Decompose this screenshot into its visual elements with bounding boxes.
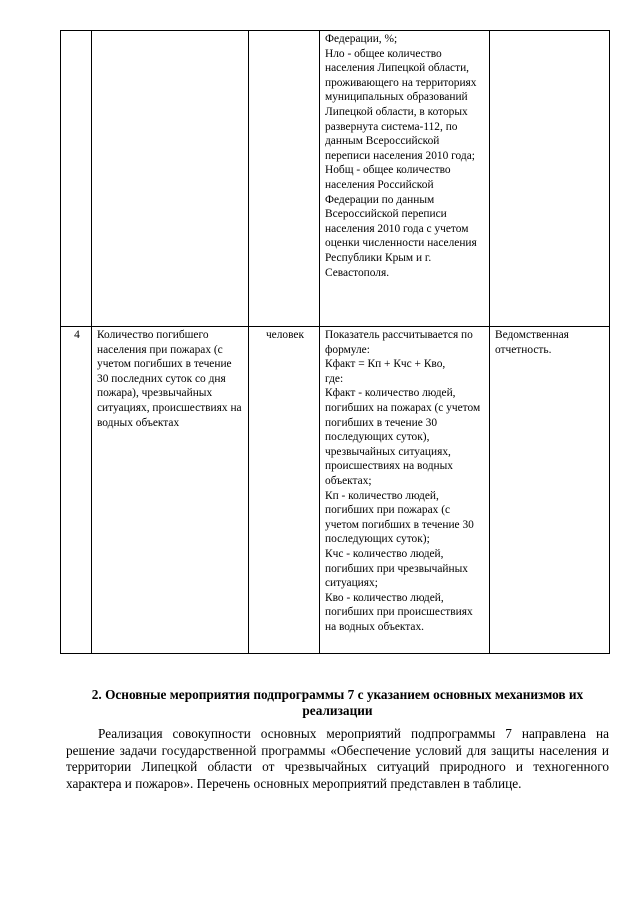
indicator-cell: Количество погибшего населения при пожарах (с учетом погибших в течение 30 последних суток со дня пожара), чрезвычайных ситуациях, происшествиях на водных объектах bbox=[92, 327, 249, 654]
row-number-cell: 4 bbox=[61, 327, 92, 654]
section-paragraph: Реализация совокупности основных мероприятий подпрограммы 7 направлена на решение задачи государственной программы «Обеспечение условий для защиты населения и территории Липецкой области от чрезвычайных ситуаций природного и техногенного характера и пожаров». Перечень основных мероприятий представлен в таблице. bbox=[66, 726, 609, 791]
unit-cell bbox=[249, 31, 320, 327]
method-cell: Показатель рассчитывается по формуле: Кфакт = Кп + Кчс + Кво, где: Кфакт - количество людей, погибших на пожарах (с учетом погибших в течение 30 последующих суток), чрезвычайных ситуациях, происшествиях на водных объектах; Кп - количество людей, погибших при пожарах (с учетом погибших в течение 30 последующих суток); Кчс - количество людей, погибших при чрезвычайных ситуациях; Кво - количество людей, погибших при происшествиях на водных объектах. bbox=[320, 327, 490, 654]
method-cell: Федерации, %; Нло - общее количество населения Липецкой области, проживающего на территориях муниципальных образований Липецкой области, в которых развернута система-112, по данным Всероссийской переписи населения 2010 года; Нобщ - общее количество населения Российской Федерации по данным Всероссийской переписи населения 2010 года с учетом оценки численности населения Республики Крым и г. Севастополя. bbox=[320, 31, 490, 327]
source-cell bbox=[490, 31, 610, 327]
section-heading: 2. Основные мероприятия подпрограммы 7 с указанием основных механизмов их реализации bbox=[91, 687, 584, 718]
unit-cell: человек bbox=[249, 327, 320, 654]
row-number-cell bbox=[61, 31, 92, 327]
table-row bbox=[61, 31, 610, 327]
source-cell: Ведомственная отчетность. bbox=[490, 327, 610, 654]
indicators-table bbox=[60, 30, 610, 654]
table-row bbox=[61, 327, 610, 654]
indicator-cell bbox=[92, 31, 249, 327]
